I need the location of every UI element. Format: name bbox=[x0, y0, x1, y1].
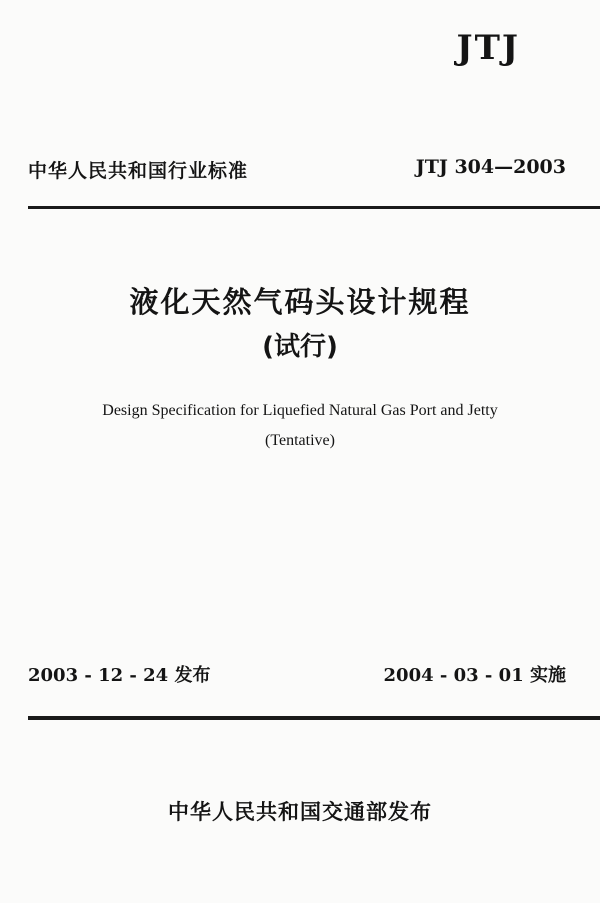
document-title-chinese: 液化天然气码头设计规程 bbox=[129, 285, 471, 319]
bottom-divider bbox=[28, 716, 600, 720]
document-status-chinese: (试行) bbox=[262, 332, 338, 362]
document-status-english: (Tentative) bbox=[265, 432, 335, 449]
issue-date: 2003 - 12 - 24 发布 bbox=[28, 665, 211, 686]
top-divider bbox=[28, 206, 600, 209]
standard-number: JTJ 304—2003 bbox=[415, 156, 566, 178]
standard-code-mark: JTJ bbox=[456, 28, 520, 68]
publisher: 中华人民共和国交通部发布 bbox=[168, 800, 432, 824]
industry-standard-label: 中华人民共和国行业标准 bbox=[28, 160, 249, 182]
document-title-english: Design Specification for Liquefied Natural Gas Port and Jetty bbox=[102, 402, 498, 419]
effective-date: 2004 - 03 - 01 实施 bbox=[383, 665, 566, 686]
